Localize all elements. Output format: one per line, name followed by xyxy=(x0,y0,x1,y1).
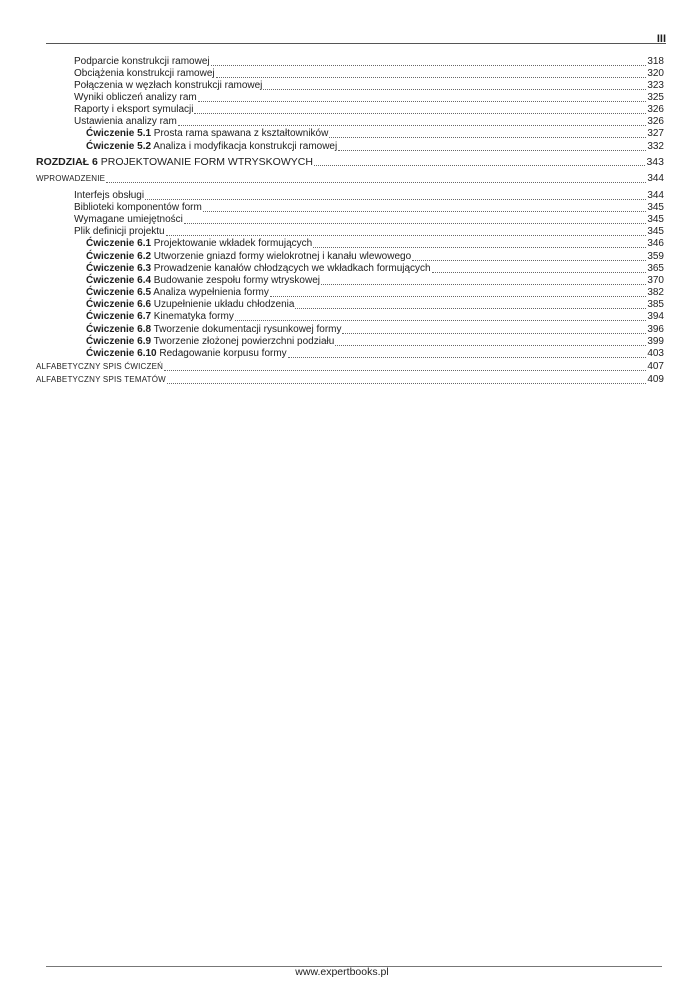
dot-leader xyxy=(432,272,647,273)
toc-entry-title xyxy=(74,68,215,80)
toc-entry-item xyxy=(74,104,664,116)
toc-entry-label: Ćwiczenie 6.8 xyxy=(86,324,152,335)
toc-entry-section xyxy=(36,374,664,386)
dot-leader xyxy=(288,357,647,358)
toc-entry-exercise xyxy=(86,324,664,336)
dot-leader xyxy=(313,247,646,248)
toc-page-number: 332 xyxy=(647,141,664,152)
toc-entry-label: Ćwiczenie 6.5 xyxy=(86,287,152,298)
toc-entry-label: Ćwiczenie 6.7 xyxy=(86,311,152,322)
dot-leader xyxy=(164,370,646,371)
toc-entry-item xyxy=(74,226,664,238)
toc-entry-exercise xyxy=(86,299,664,311)
toc-page-number: 407 xyxy=(647,361,664,372)
toc-entry-item xyxy=(74,92,664,104)
toc-entry-title xyxy=(74,92,197,104)
toc-entry-text: ALFABETYCZNY SPIS TEMATÓW xyxy=(36,375,166,384)
dot-leader xyxy=(216,77,647,78)
page-number: III xyxy=(656,33,666,45)
toc-page-number: 399 xyxy=(647,336,664,347)
dot-leader xyxy=(198,101,647,102)
toc-entry-label: Ćwiczenie 6.3 xyxy=(86,263,152,274)
toc-entry-title xyxy=(36,173,105,185)
toc-entry-text: Podparcie konstrukcji ramowej xyxy=(74,56,210,67)
toc-entry-text: Budowanie zespołu formy wtryskowej xyxy=(151,275,320,286)
toc-page-number: 365 xyxy=(647,263,664,274)
toc-page-number: 327 xyxy=(647,128,664,139)
toc-entry-exercise xyxy=(86,348,664,360)
dot-leader xyxy=(314,165,646,166)
toc-entry-title xyxy=(86,128,328,140)
dot-leader xyxy=(342,333,646,334)
dot-leader xyxy=(412,260,646,261)
toc-entry-title xyxy=(36,374,166,386)
toc-entry-text: PROJEKTOWANIE FORM WTRYSKOWYCH xyxy=(97,156,313,168)
dot-leader xyxy=(335,345,646,346)
dot-leader xyxy=(211,65,647,66)
toc-entry-text: Prowadzenie kanałów chłodzących we wkładkach formujących xyxy=(151,263,431,274)
toc-entry-title xyxy=(86,141,337,153)
toc-entry-item xyxy=(74,68,664,80)
toc-entry-label: Ćwiczenie 6.4 xyxy=(86,275,152,286)
dot-leader xyxy=(338,150,646,151)
toc-page-number: 385 xyxy=(647,299,664,310)
toc-entry-label: Ćwiczenie 6.9 xyxy=(86,336,152,347)
toc-page-number: 346 xyxy=(647,238,664,249)
toc-entry-text: Uzupełnienie układu chłodzenia xyxy=(151,299,295,310)
toc-page-number: 396 xyxy=(647,324,664,335)
toc-entry-label: ROZDZIAŁ 6 xyxy=(36,156,98,168)
toc-entry-text: Redagowanie korpusu formy xyxy=(156,348,287,359)
toc-entry-label: Ćwiczenie 5.2 xyxy=(86,141,152,152)
toc-entry-text: Tworzenie dokumentacji rysunkowej formy xyxy=(151,324,342,335)
toc-entry-title xyxy=(86,238,312,250)
toc-entry-title xyxy=(74,80,262,92)
toc-entry-label: Ćwiczenie 5.1 xyxy=(86,128,152,139)
toc-entry-text: Analiza wypełnienia formy xyxy=(151,287,269,298)
toc-entry-title xyxy=(36,156,313,168)
toc-entry-item xyxy=(74,202,664,214)
toc-entry-text: Kinematyka formy xyxy=(151,311,234,322)
toc-page-number: 325 xyxy=(647,92,664,103)
toc-entry-label: Ćwiczenie 6.10 xyxy=(86,348,157,359)
toc-entry-title xyxy=(86,348,287,360)
toc-entry-title xyxy=(86,251,411,263)
toc-entry-text: Biblioteki komponentów form xyxy=(74,202,202,213)
toc-page-number: 359 xyxy=(647,251,664,262)
dot-leader xyxy=(145,199,646,200)
toc-entry-section xyxy=(36,173,664,185)
toc-page-number: 344 xyxy=(647,173,664,184)
toc-entry-text: Raporty i eksport symulacji xyxy=(74,104,194,115)
toc-entry-title xyxy=(74,116,177,128)
toc-entry-title xyxy=(86,299,294,311)
toc-entry-title xyxy=(74,190,144,202)
toc-entry-title xyxy=(86,275,320,287)
toc-page-number: 323 xyxy=(647,80,664,91)
toc-entry-exercise xyxy=(86,275,664,287)
toc-entry-text: Wymagane umiejętności xyxy=(74,214,183,225)
toc-entry-text: Projektowanie wkładek formujących xyxy=(151,238,313,249)
toc-page-number: 409 xyxy=(647,374,664,385)
toc-page-number: 326 xyxy=(647,116,664,127)
dot-leader xyxy=(329,137,646,138)
dot-leader xyxy=(235,320,646,321)
toc-entry-text: Analiza i modyfikacja konstrukcji ramowej xyxy=(151,141,338,152)
toc-entry-chapter xyxy=(36,156,664,168)
toc-entry-exercise xyxy=(86,141,664,153)
toc-entry-exercise xyxy=(86,287,664,299)
toc-entry-title xyxy=(86,324,341,336)
toc-entry-text: Połączenia w węzłach konstrukcji ramowej xyxy=(74,80,263,91)
toc-entry-item xyxy=(74,56,664,68)
toc-entry-title xyxy=(74,226,165,238)
toc-page-number: 394 xyxy=(647,311,664,322)
toc-entry-item xyxy=(74,80,664,92)
toc-entry-label: Ćwiczenie 6.1 xyxy=(86,238,152,249)
dot-leader xyxy=(194,113,646,114)
dot-leader xyxy=(270,296,646,297)
toc-entry-exercise xyxy=(86,238,664,250)
toc-entry-text: Utworzenie gniazd formy wielokrotnej i kanału wlewowego xyxy=(151,251,412,262)
toc-entry-title xyxy=(74,56,210,68)
toc-entry-text: Plik definicji projektu xyxy=(74,226,165,237)
toc-entry-label: Ćwiczenie 6.6 xyxy=(86,299,152,310)
toc-entry-exercise xyxy=(86,128,664,140)
toc-entry-text: Ustawienia analizy ram xyxy=(74,116,177,127)
toc-entry-title xyxy=(86,311,234,323)
toc-entry-text: Wyniki obliczeń analizy ram xyxy=(74,92,197,103)
toc-entry-section xyxy=(36,361,664,373)
toc-page-number: 326 xyxy=(647,104,664,115)
toc-page-number: 318 xyxy=(647,56,664,67)
toc-entry-exercise xyxy=(86,263,664,275)
toc-page-number: 370 xyxy=(647,275,664,286)
toc-entry-exercise xyxy=(86,311,664,323)
footer-url: www.expertbooks.pl xyxy=(295,966,389,978)
dot-leader xyxy=(184,223,646,224)
dot-leader xyxy=(263,89,646,90)
toc-entry-title xyxy=(86,336,334,348)
toc-entry-text: Interfejs obsługi xyxy=(74,190,145,201)
toc-entry-title xyxy=(36,361,163,373)
toc-entry-text: WPROWADZENIE xyxy=(36,174,106,183)
dot-leader xyxy=(321,284,646,285)
toc-entry-text: ALFABETYCZNY SPIS ĆWICZEŃ xyxy=(36,362,164,371)
toc-page-number: 345 xyxy=(647,226,664,237)
dot-leader xyxy=(167,383,646,384)
header-rule xyxy=(46,43,666,44)
toc-entry-item xyxy=(74,214,664,226)
toc-entry-title xyxy=(74,214,183,226)
toc-page-number: 320 xyxy=(647,68,664,79)
toc-page-number: 345 xyxy=(647,214,664,225)
toc-entry-exercise xyxy=(86,336,664,348)
dot-leader xyxy=(295,308,646,309)
dot-leader xyxy=(106,182,646,183)
toc-entry-text: Prosta rama spawana z kształtowników xyxy=(151,128,329,139)
toc-page-number: 345 xyxy=(647,202,664,213)
toc-page-number: 343 xyxy=(646,156,664,168)
toc-entry-text: Obciążenia konstrukcji ramowej xyxy=(74,68,215,79)
toc-entry-title xyxy=(74,104,193,116)
toc-page-number: 344 xyxy=(647,190,664,201)
toc-page-number: 403 xyxy=(647,348,664,359)
toc-entry-item xyxy=(74,190,664,202)
dot-leader xyxy=(203,211,646,212)
toc-entry-item xyxy=(74,116,664,128)
dot-leader xyxy=(178,125,646,126)
toc-page-number: 382 xyxy=(647,287,664,298)
dot-leader xyxy=(166,235,647,236)
toc-entry-title xyxy=(74,202,202,214)
toc-entry-text: Tworzenie złożonej powierzchni podziału xyxy=(151,336,335,347)
toc-entry-title xyxy=(86,263,431,275)
toc-entry-exercise xyxy=(86,251,664,263)
toc-entry-label: Ćwiczenie 6.2 xyxy=(86,251,152,262)
toc-entry-title xyxy=(86,287,269,299)
